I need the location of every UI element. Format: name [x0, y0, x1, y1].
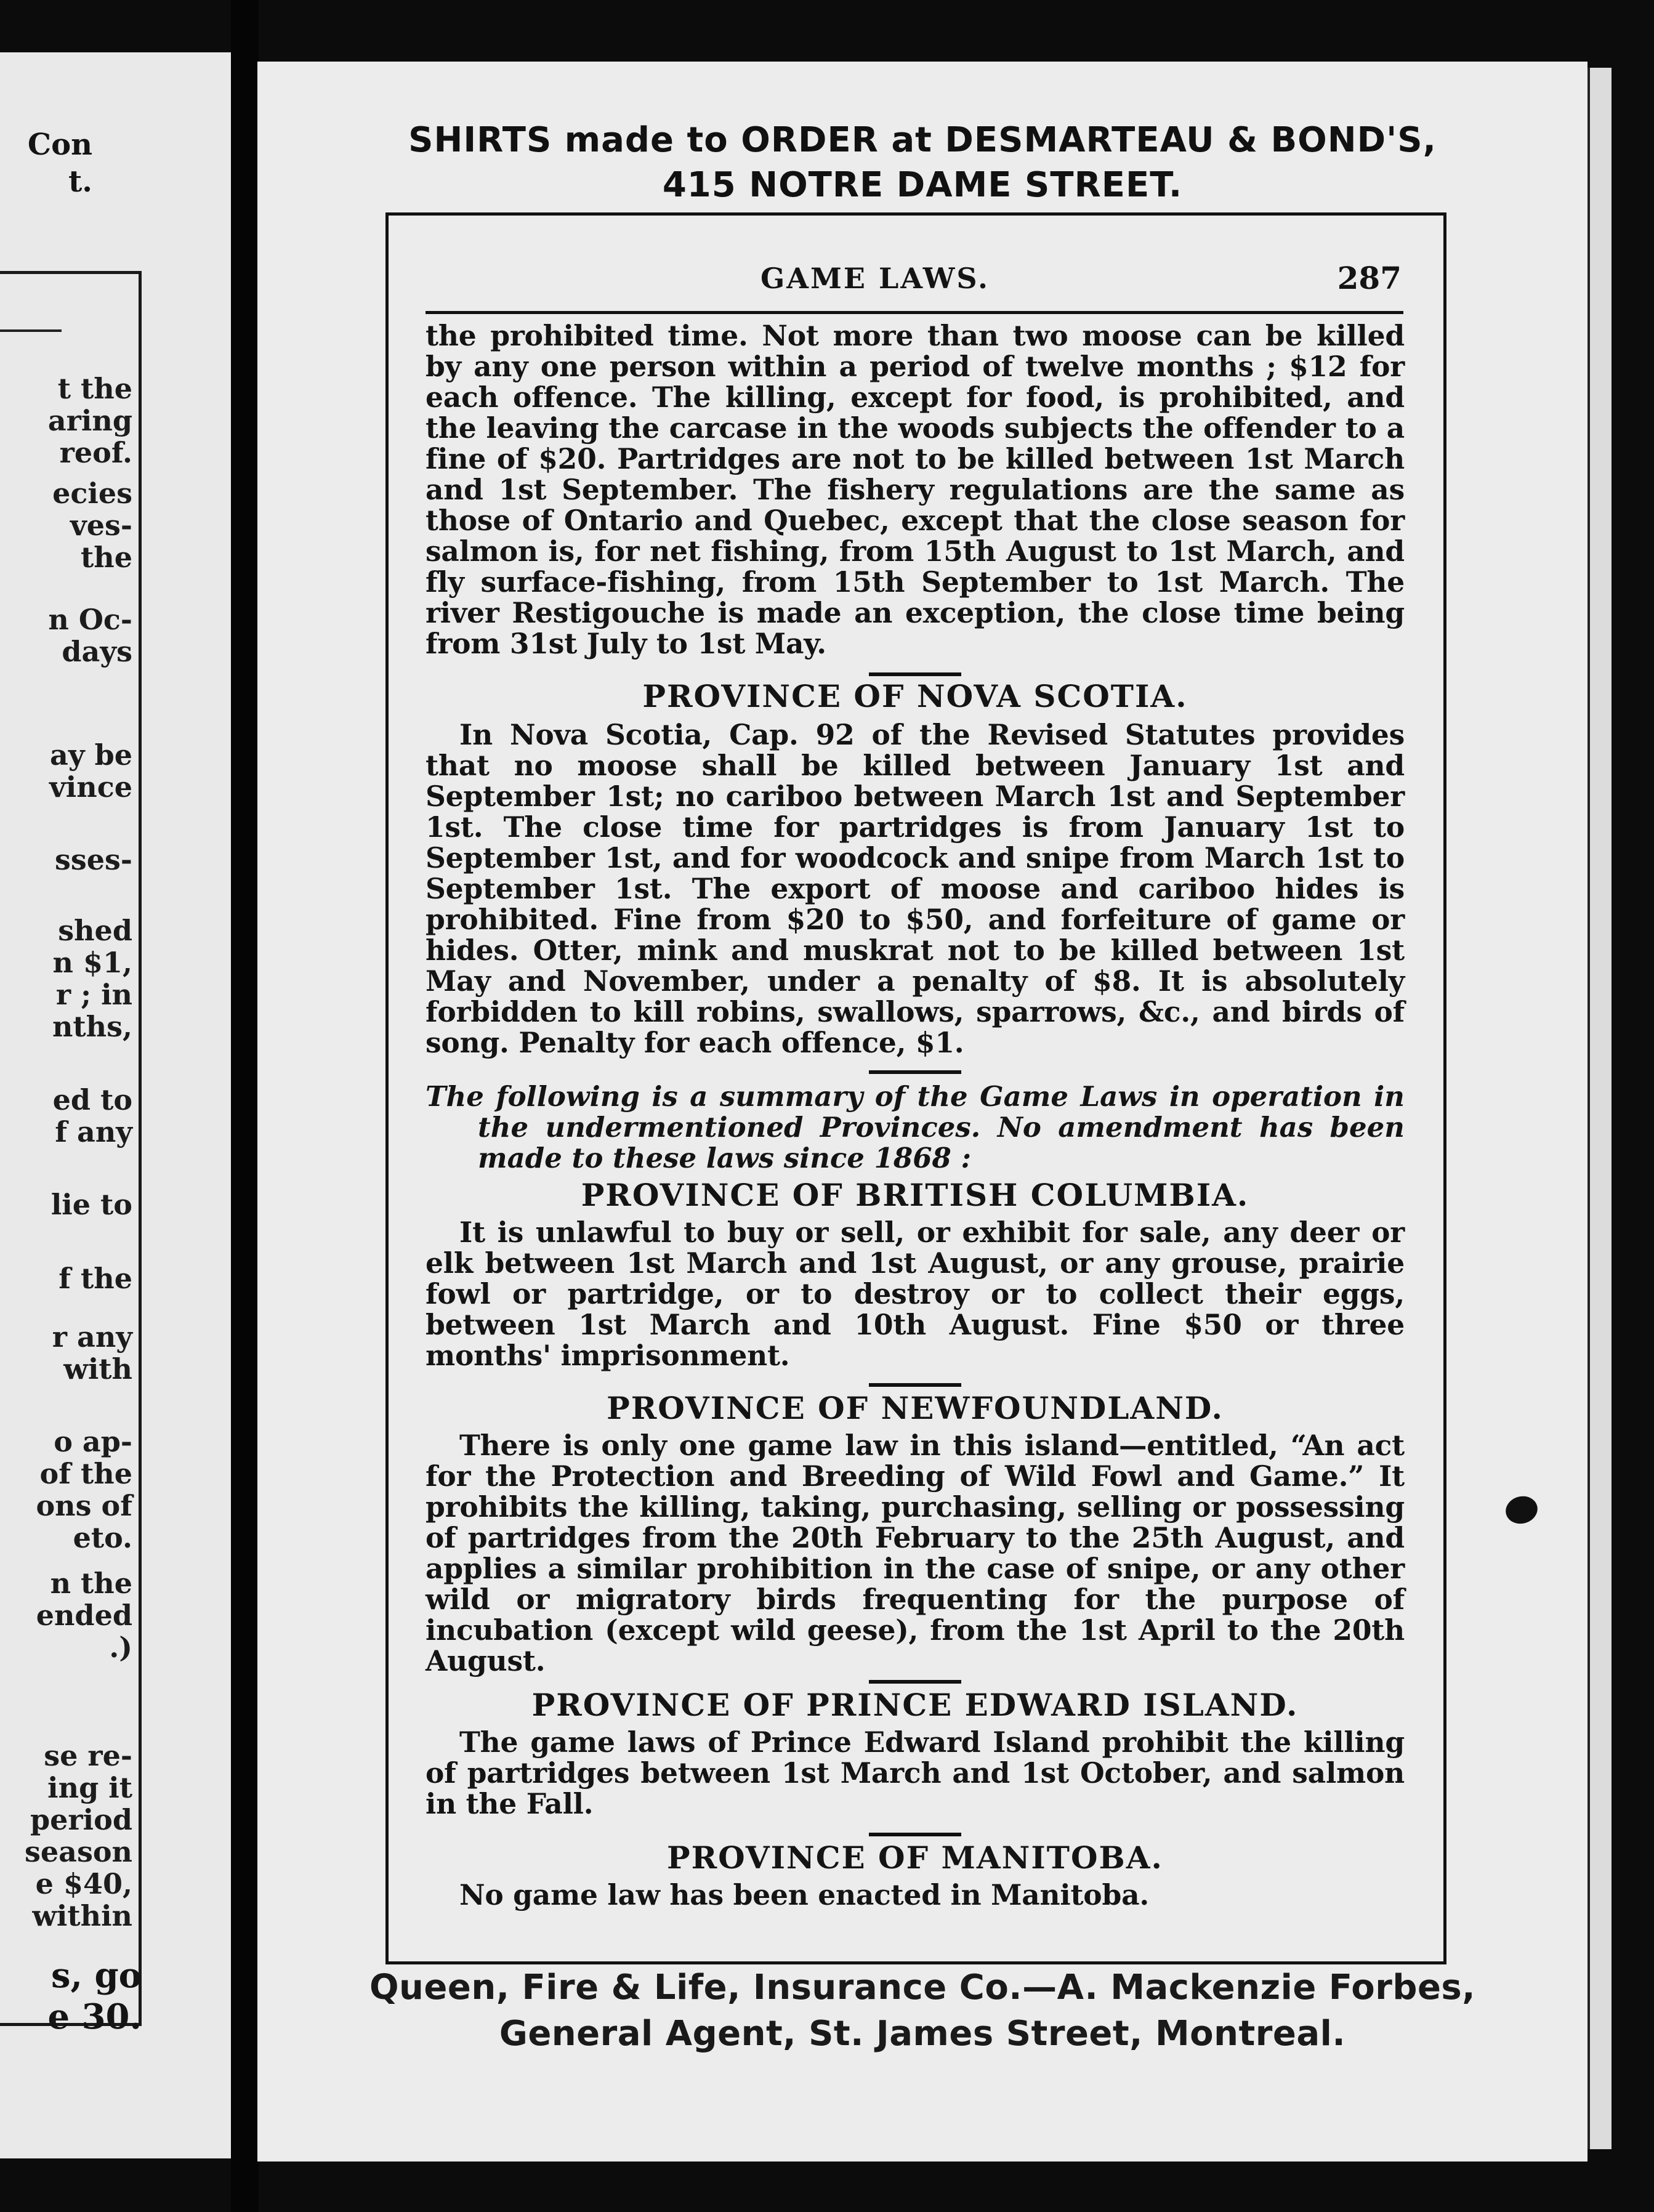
facing-text-line: ecies	[52, 477, 132, 510]
facing-text-line: ons of	[36, 1489, 132, 1522]
facing-page-fragment	[0, 52, 231, 2158]
facing-text-line: t the	[57, 372, 132, 405]
top-advert-line-2: 415 NOTRE DAME STREET.	[662, 165, 1183, 205]
facing-text-line: the	[81, 541, 132, 574]
facing-text-line: with	[63, 1352, 132, 1386]
facing-text-line: lie to	[50, 1188, 132, 1221]
facing-footer-line: s, go	[50, 1955, 142, 1996]
top-advert-line-1: SHIRTS made to ORDER at DESMARTEAU & BOND'S,	[408, 120, 1437, 160]
facing-footer-line: e 30.	[47, 1996, 142, 2038]
facing-text-line: r any	[52, 1320, 132, 1354]
facing-text-line: shed	[58, 914, 132, 947]
section-separator	[869, 1680, 961, 1684]
running-title: GAME LAWS.	[760, 262, 990, 295]
facing-text-line: ed to	[52, 1083, 132, 1116]
british-columbia-paragraph: It is unlawful to buy or sell, or exhibit for sale, any deer or elk between 1st March and 1st August, or any grouse, prairie fowl or partridge, or to destroy or to collect their eggs, between 1st March and 10th August. Fine $50 or three months' imprisonment.	[426, 1216, 1405, 1372]
facing-header-line: t.	[68, 164, 92, 199]
facing-text-line: e $40,	[35, 1867, 132, 1900]
facing-page-header	[0, 126, 92, 200]
facing-text-line: season	[25, 1835, 132, 1868]
summary-note: The following is a summary of the Game Laws in operation in the undermentioned Provinces. No amendment has been made to these laws since 1868 :	[426, 1080, 1405, 1174]
manitoba-paragraph: No game law has been enacted in Manitoba.	[459, 1878, 1149, 1911]
bottom-advert-line-1: Queen, Fire & Life, Insurance Co.—A. Mackenzie Forbes,	[369, 1968, 1476, 2008]
facing-text-line: ing it	[47, 1771, 132, 1804]
facing-text-line: nths,	[52, 1010, 132, 1043]
facing-text-line: eto.	[73, 1521, 132, 1554]
heading-nova-scotia: PROVINCE OF NOVA SCOTIA.	[642, 678, 1188, 714]
prince-edward-island-paragraph: The game laws of Prince Edward Island prohibit the killing of partridges between 1st March and 1st October, and salmon in the Fall.	[426, 1726, 1405, 1820]
facing-text-line: ay be	[50, 738, 132, 772]
page-body	[426, 320, 1405, 1910]
nova-scotia-paragraph: In Nova Scotia, Cap. 92 of the Revised Statutes provides that no moose shall be killed between January 1st and September 1st; no cariboo between March 1st and September 1st. The close time for partridges is from January 1st to September 1st, and for woodcock and snipe from March 1st to September 1st. The export of moose and cariboo hides is prohibited. Fine from $20 to $50, and forfeiture of game or hides. Otter, mink and muskrat not to be killed between 1st May and November, under a penalty of $8. It is absolutely forbidden to kill robins, swallows, sparrows, &c., and birds of song. Penalty for each offence, $1.	[426, 718, 1405, 1059]
facing-text-line: f any	[55, 1115, 132, 1148]
facing-text-line: ended	[36, 1599, 132, 1632]
facing-text-line: of the	[39, 1457, 132, 1490]
facing-text-line: n Oc-	[48, 603, 132, 636]
section-separator	[869, 672, 961, 676]
section-separator	[869, 1070, 961, 1074]
facing-text-line: ves-	[70, 509, 132, 542]
page-frame	[385, 212, 1446, 1964]
facing-text-line: days	[62, 635, 132, 668]
facing-text-line: o ap-	[54, 1425, 132, 1458]
facing-text-line: within	[32, 1899, 132, 1932]
facing-text-line: sses-	[54, 843, 132, 876]
facing-text-line: se re-	[44, 1739, 132, 1772]
facing-text-line: n $1,	[52, 946, 132, 979]
header-rule	[426, 311, 1403, 314]
facing-text-line: vince	[49, 770, 132, 804]
continuation-paragraph: the prohibited time. Not more than two moose can be killed by any one person within a period of twelve months ; $12 for each offence. The killing, except for food, is prohibited, and the leaving the carcase in the woods subjects the offender to a fine of $20. Partridges are not to be killed between 1st March and 1st September. The fishery regulations are the same as those of Ontario and Quebec, except that the close season for salmon is, for net fishing, from 15th August to 1st March, and fly surface-fishing, from 15th September to 1st March. The river Restigouche is made an exception, the close time being from 31st July to 1st May.	[426, 319, 1405, 660]
section-separator	[869, 1383, 961, 1387]
heading-manitoba: PROVINCE OF MANITOBA.	[667, 1839, 1163, 1876]
heading-british-columbia: PROVINCE OF BRITISH COLUMBIA.	[581, 1177, 1249, 1213]
facing-text-line: f the	[58, 1262, 132, 1295]
facing-text-line: n the	[50, 1567, 132, 1600]
newfoundland-paragraph: There is only one game law in this island—entitled, “An act for the Protection and Breeding of Wild Fowl and Game.” It prohibits the killing, taking, purchasing, selling or possessing of partridges from the 20th February to the 25th August, and applies a similar prohibition in the case of snipe, or any other wild or migratory birds frequenting for the purpose of incubation (except wild geese), from the 1st April to the 20th August.	[426, 1429, 1405, 1677]
facing-text-line: period	[30, 1803, 132, 1836]
page-edge	[1587, 68, 1612, 2149]
section-separator	[869, 1833, 961, 1836]
heading-prince-edward-island: PROVINCE OF PRINCE EDWARD ISLAND.	[531, 1687, 1299, 1723]
facing-text-line: .)	[109, 1631, 132, 1664]
heading-newfoundland: PROVINCE OF NEWFOUNDLAND.	[607, 1390, 1224, 1426]
page-number: 287	[1337, 260, 1402, 296]
facing-text-line: r ; in	[55, 978, 132, 1011]
facing-text-line: reof.	[59, 436, 132, 469]
facing-text-line: aring	[47, 404, 132, 437]
book-gutter	[231, 0, 259, 2212]
facing-page-footer	[0, 1955, 142, 2038]
bottom-advert-line-2: General Agent, St. James Street, Montreal.	[499, 2014, 1346, 2054]
facing-header-line: Con	[27, 127, 92, 162]
book-page	[257, 62, 1587, 2162]
